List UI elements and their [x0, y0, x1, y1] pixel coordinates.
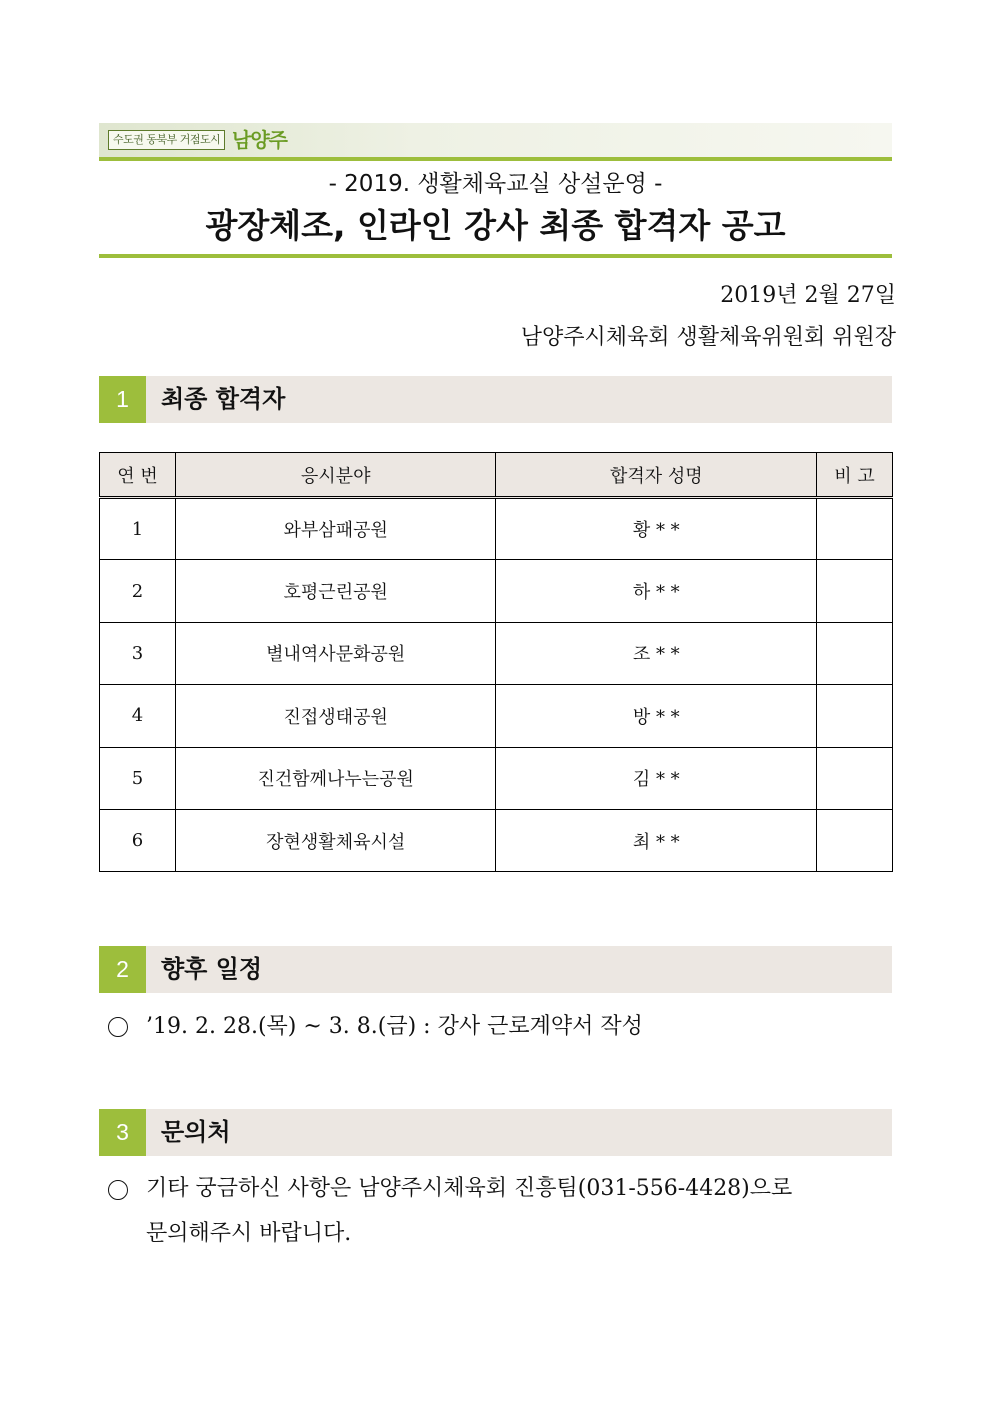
cell-name: 최 * * — [496, 809, 817, 871]
col-header-note: 비 고 — [817, 453, 893, 498]
table-row — [100, 498, 893, 560]
col-header-field: 응시분야 — [175, 453, 496, 498]
results-table — [99, 452, 893, 872]
cell-note — [817, 747, 893, 809]
cell-name: 조 * * — [496, 622, 817, 684]
cell-number: 1 — [100, 498, 176, 560]
cell-field: 와부삼패공원 — [175, 498, 496, 560]
cell-name: 황 * * — [496, 498, 817, 560]
cell-note — [817, 622, 893, 684]
logo-slogan: 수도권 동북부 거점도시 — [108, 130, 225, 150]
cell-note — [817, 498, 893, 560]
contact-line-2: 문의해주시 바랍니다. — [146, 1221, 352, 1246]
circle-bullet-icon — [108, 1017, 128, 1037]
document-subtitle: - 2019. 생활체육교실 상설운영 - — [328, 171, 663, 197]
cell-note — [817, 560, 893, 622]
cell-name: 김 * * — [496, 747, 817, 809]
cell-number: 6 — [100, 809, 176, 871]
section-header-schedule — [99, 946, 892, 993]
section-header-contact — [99, 1109, 892, 1156]
section-title: 문의처 — [161, 1118, 231, 1146]
cell-field: 진접생태공원 — [175, 685, 496, 747]
cell-name: 방 * * — [496, 685, 817, 747]
table-row — [100, 809, 893, 871]
section-title: 최종 합격자 — [161, 385, 286, 413]
cell-name: 하 * * — [496, 560, 817, 622]
section-number: 3 — [99, 1109, 146, 1156]
schedule-item: ’19. 2. 28.(목) ~ 3. 8.(금) : 강사 근로계약서 작성 — [146, 1014, 643, 1039]
title-divider — [99, 254, 892, 258]
contact-line-1: 기타 궁금하신 사항은 남양주시체육회 진흥팀(031-556-4428)으로 — [146, 1176, 793, 1201]
signer: 남양주시체육회 생활체육위원회 위원장 — [520, 325, 896, 350]
cell-number: 2 — [100, 560, 176, 622]
cell-field: 장현생활체육시설 — [175, 809, 496, 871]
section-number: 1 — [99, 376, 146, 423]
table-row — [100, 747, 893, 809]
section-title: 향후 일정 — [161, 955, 263, 983]
cell-number: 3 — [100, 622, 176, 684]
table-row — [100, 685, 893, 747]
logo-name: 남양주 — [232, 128, 287, 152]
cell-note — [817, 685, 893, 747]
announcement-date: 2019년 2월 27일 — [720, 283, 896, 308]
document-title: 광장체조, 인라인 강사 최종 합격자 공고 — [205, 206, 786, 245]
col-header-name: 합격자 성명 — [496, 453, 817, 498]
cell-field: 호평근린공원 — [175, 560, 496, 622]
cell-field: 진건함께나누는공원 — [175, 747, 496, 809]
section-number: 2 — [99, 946, 146, 993]
cell-note — [817, 809, 893, 871]
col-header-number: 연 번 — [100, 453, 176, 498]
circle-bullet-icon — [108, 1180, 128, 1200]
table-header-row — [100, 453, 893, 498]
cell-field: 별내역사문화공원 — [175, 622, 496, 684]
section-header-results — [99, 376, 892, 423]
table-row — [100, 622, 893, 684]
table-row — [100, 560, 893, 622]
cell-number: 5 — [100, 747, 176, 809]
banner-divider — [99, 157, 892, 161]
cell-number: 4 — [100, 685, 176, 747]
